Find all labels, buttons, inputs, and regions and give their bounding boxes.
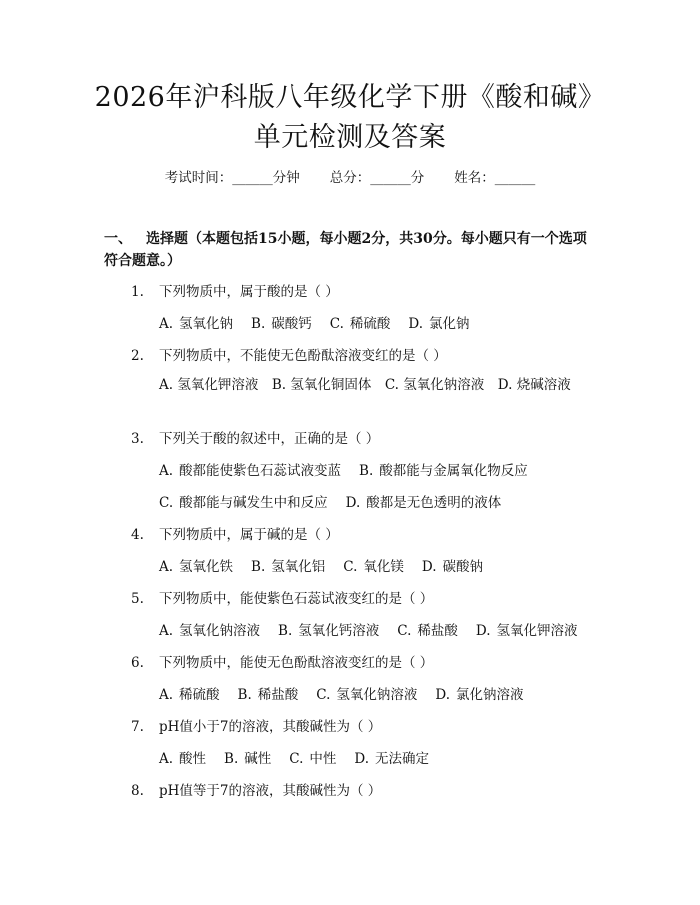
question-text: 下列关于酸的叙述中，正确的是（ ） <box>159 431 380 447</box>
question-text: pH值等于7的溶液，其酸碱性为（ ） <box>159 783 382 799</box>
question-5-options <box>159 620 578 642</box>
question-text: 下列物质中，能使紫色石蕊试液变红的是（ ） <box>159 591 434 607</box>
exam-meta <box>0 168 700 188</box>
section-heading <box>104 228 600 272</box>
question-3-stem <box>131 428 379 450</box>
option-b: B. 碱性 <box>224 751 272 767</box>
option-c: C. 氧化镁 <box>343 559 404 575</box>
question-3-options-row-2 <box>159 492 519 514</box>
option-c: C. 稀硫酸 <box>329 316 391 332</box>
option-c: C. 酸都能与碱发生中和反应 <box>159 495 328 511</box>
option-a: A. 酸都能使紫色石蕊试液变蓝 <box>159 463 342 479</box>
option-c: C. 稀盐酸 <box>397 623 458 639</box>
question-1-stem <box>131 281 339 303</box>
question-number: 5. <box>131 591 144 607</box>
question-number: 1. <box>131 284 144 300</box>
question-number: 4. <box>131 527 144 543</box>
option-d: D. 碳酸钠 <box>421 559 484 575</box>
question-3-options-row-1 <box>159 460 546 482</box>
student-name-field: 姓名：______ <box>454 170 536 186</box>
option-d: D. 酸都是无色透明的液体 <box>345 495 502 511</box>
section-instructions: 选择题（本题包括15小题，每小题2分，共30分。每小题只有一个选项符合题意。） <box>104 231 587 269</box>
option-c: C. 氢氧化钠溶液 <box>316 687 418 703</box>
option-b: B. 氢氧化铝 <box>251 559 326 575</box>
option-a: A. 稀硫酸 <box>159 687 220 703</box>
option-a: A. 氢氧化钠 <box>159 316 234 332</box>
question-number: 7. <box>131 719 144 735</box>
option-b: B. 酸都能与金属氧化物反应 <box>359 463 528 479</box>
page-title: 2026年沪科版八年级化学下册《酸和碱》单元检测及答案 <box>94 82 606 153</box>
question-2-options: A. 氢氧化钾溶液 B. 氢氧化铜固体 C. 氢氧化钠溶液 D. 烧碱溶液 <box>159 377 571 393</box>
question-6-stem <box>131 652 433 674</box>
option-d: D. 氯化钠 <box>408 316 470 332</box>
question-4-stem <box>131 524 339 546</box>
question-2-stem <box>131 345 447 367</box>
question-8-stem <box>131 780 381 802</box>
question-text: 下列物质中，不能使无色酚酞溶液变红的是（ ） <box>159 348 447 364</box>
question-number: 2. <box>131 348 144 364</box>
option-d: D. 氯化钠溶液 <box>435 687 524 703</box>
option-a: A. 氢氧化铁 <box>159 559 234 575</box>
question-number: 3. <box>131 431 144 447</box>
option-b: B. 稀盐酸 <box>237 687 299 703</box>
question-number: 6. <box>131 655 144 671</box>
question-text: pH值小于7的溶液，其酸碱性为（ ） <box>159 719 382 735</box>
option-b: B. 氢氧化钙溶液 <box>278 623 380 639</box>
question-5-stem <box>131 588 433 610</box>
option-a: A. 酸性 <box>159 751 207 767</box>
question-text: 下列物质中，属于碱的是（ ） <box>159 527 339 543</box>
exam-time-field: 考试时间：______分钟 <box>164 170 300 186</box>
option-d: D. 氢氧化钾溶液 <box>475 623 578 639</box>
question-number: 8. <box>131 783 144 799</box>
option-a: A. 氢氧化钠溶液 <box>159 623 261 639</box>
total-score-field: 总分：______分 <box>329 170 425 186</box>
question-7-stem <box>131 716 381 738</box>
question-6-options <box>159 684 542 706</box>
option-c: C. 中性 <box>289 751 337 767</box>
question-text: 下列物质中，属于酸的是（ ） <box>159 284 339 300</box>
section-number: 一、 <box>104 231 132 247</box>
question-1-options <box>159 313 488 335</box>
question-7-options <box>159 748 447 770</box>
option-b: B. 碳酸钙 <box>251 316 312 332</box>
option-d: D. 无法确定 <box>354 751 430 767</box>
question-text: 下列物质中，能使无色酚酞溶液变红的是（ ） <box>159 655 434 671</box>
question-4-options <box>159 556 501 578</box>
